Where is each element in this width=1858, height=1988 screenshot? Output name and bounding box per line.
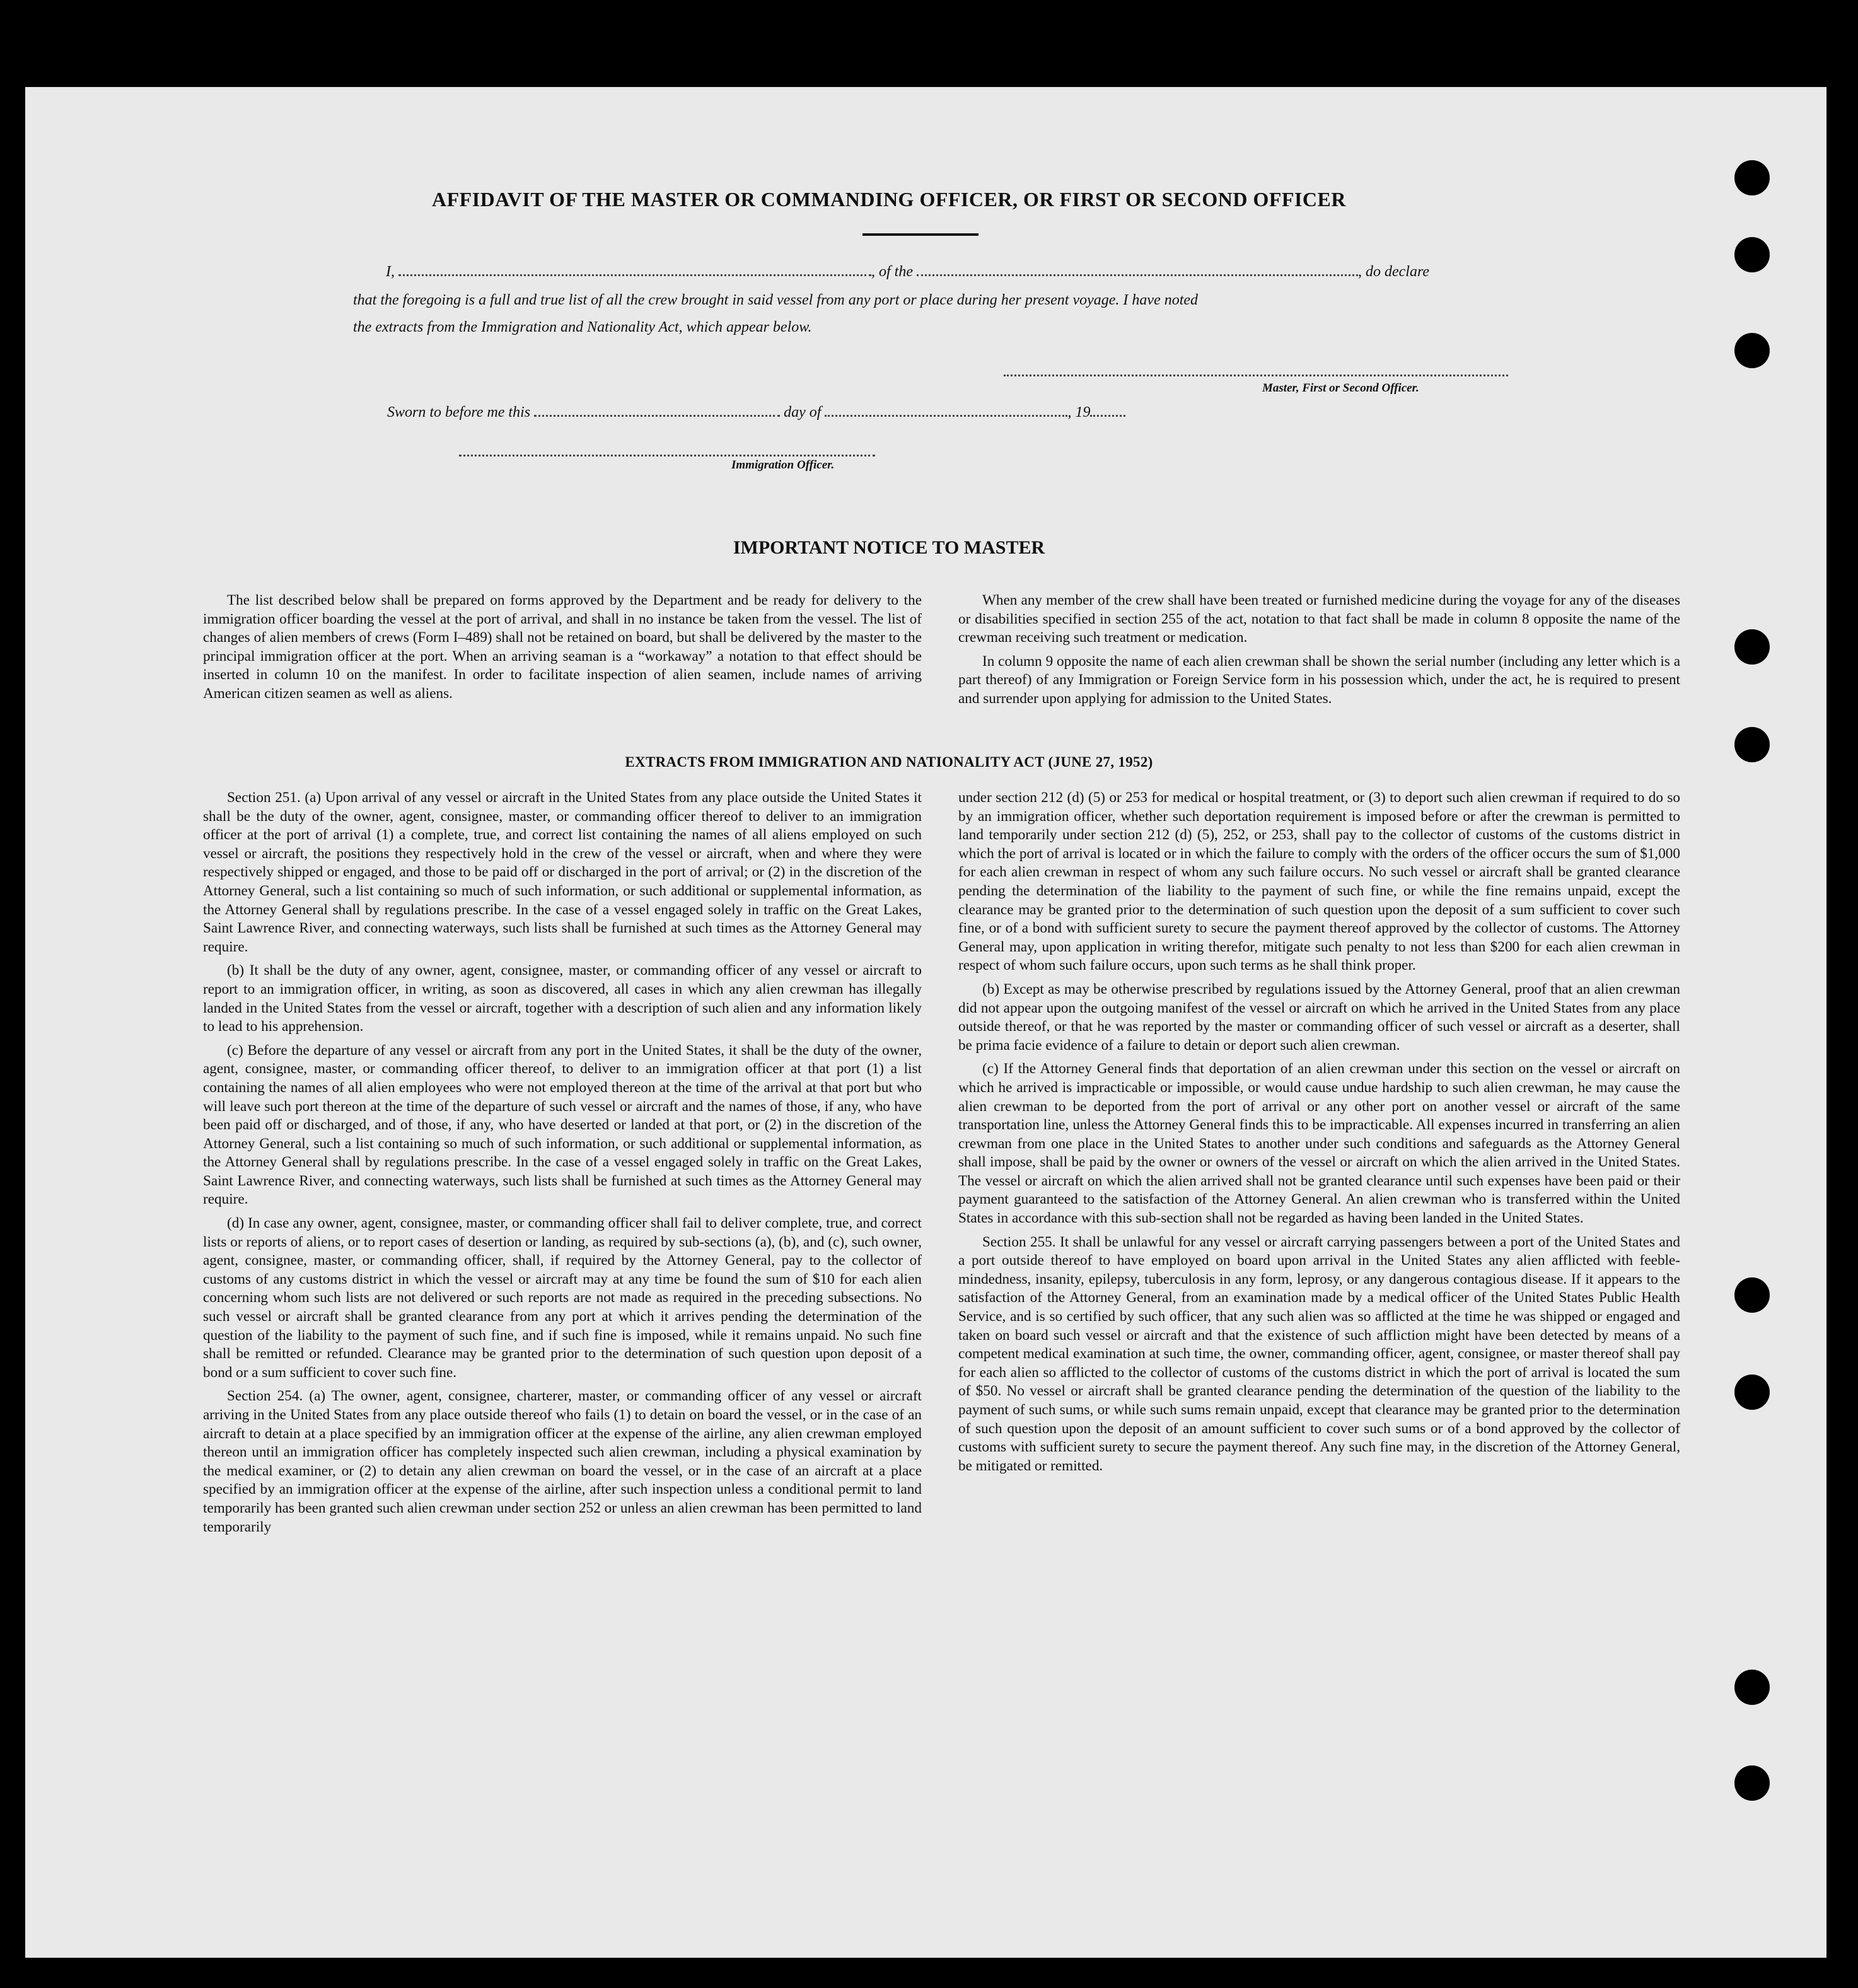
document-page <box>25 87 1826 1958</box>
notice-right-column <box>958 591 1680 714</box>
title-divider <box>862 233 978 236</box>
sworn-day-field <box>534 405 780 417</box>
officer-signature-field <box>459 445 875 456</box>
year-field <box>1090 405 1125 417</box>
declarant-name-field <box>398 264 871 276</box>
extract-paragraph: (b) It shall be the duty of any owner, agent, consignee, master, or commanding officer of any vessel or aircraft to report to an immigration officer, in writing, as soon as discovered, all cases in which any alien crewman has illegally landed in the United States from the vessel or aircraft, together with a description of such alien and any information likely to lead to his apprehension. <box>203 962 922 1035</box>
extract-paragraph: Section 255. It shall be unlawful for any vessel or aircraft carrying passengers between a port of the United States and a port outside thereof to have employed on board upon arrival in the United States any alien afflicted with feeble-mindedness, insanity, epilepsy, tuberculosis in any form, leprosy, or any dangerous contagious disease. If it appears to the satisfaction of the Attorney General, from an examination made by a medical officer of the United States Public Health Service, and is so certified by such officer, that any such alien was so afflicted at the time he was shipped or engaged and taken on board such vessel or aircraft and that the existence of such affliction might have been detected by means of a competent medical examination at such time, the owner, commanding officer, agent, consignee, or master thereof shall pay for each alien so afflicted to the collector of customs of the customs district in which the port of arrival is located the sum of $50. No vessel or aircraft shall be granted clearance pending the determination of the question of the liability to the payment of such sums, or while such sums remain unpaid, except that clearance may be granted prior to the determination of such question upon the deposit of an amount sufficient to cover such sums or of a bond approved by the collector of customs with sufficient surety to secure the payment thereof. Any such fine may, in the discretion of the Attorney General, be mitigated or remitted. <box>958 1233 1680 1474</box>
master-signature-label: Master, First or Second Officer. <box>1262 381 1419 395</box>
year-prefix: , 19 <box>1067 404 1091 421</box>
notice-left-column <box>203 591 922 709</box>
punch-hole <box>1734 1277 1770 1313</box>
officer-signature-label: Immigration Officer. <box>731 458 835 472</box>
declaration-line <box>386 264 1429 281</box>
extract-paragraph: (c) If the Attorney General finds that deportation of an alien crewman under this section on the vessel or aircraft on which he arrived is impracticable or impossible, or would cause undue hardship to such alien crewman, he may cause the alien crewman to be deported from the port of arrival or any other port on another vessel or aircraft of the same transportation line, unless the Attorney General finds this to be impracticable. All expenses incurred in transferring an alien crewman from one place in the United States to another under such conditions and safeguards as the Attorney General shall impose, shall be paid by the owner or owners of the vessel or aircraft on which the alien arrived in the United States. The vessel or aircraft on which the alien arrived shall not be granted clearance until such expenses have been paid or their payment guaranteed to the satisfaction of the Attorney General. An alien crewman who is transferred within the United States in accordance with this sub-section shall not be regarded as having been landed in the United States. <box>958 1061 1680 1227</box>
punch-hole <box>1734 1670 1770 1705</box>
punch-hole <box>1734 1375 1770 1410</box>
extract-paragraph: Section 254. (a) The owner, agent, consignee, charterer, master, or commanding officer of any vessel or aircraft arriving in the United States from any place outside thereof who fails (1) to detain on board the vessel, or in the case of an aircraft to detain at a place specified by an immigration officer at the expense of the airline, any alien crewman employed thereon until an immigration officer has completely inspected such alien crewman, including a physical examination by the medical examiner, or (2) to detain any alien crewman on board the vessel, or in the case of an aircraft at a place specified by an immigration officer at the expense of the airline, after such inspection unless a conditional permit to land temporarily has been granted such alien crewman under section 252 or unless an alien crewman has been permitted to land temporarily <box>203 1388 922 1535</box>
master-signature-field <box>1004 364 1508 376</box>
sworn-label: Sworn to before me this <box>387 404 531 421</box>
extracts-right-column <box>958 789 1680 1480</box>
extract-paragraph: (c) Before the departure of any vessel or aircraft from any port in the United States, it shall be the duty of the owner, agent, consignee, master, or commanding officer thereof, to deliver to an immigration officer at that port (1) a list containing the names of all alien employees who were not employed thereon at the time of the arrival at that port but who will leave such port thereon at the time of the departure of such vessel or aircraft and the names of those, if any, who have been paid off or discharged, and of those, if any, who have deserted or landed at that port, or (2) in the discretion of the Attorney General, such a list containing so much of such information, or such additional or supplemental information, as the Attorney General shall by regulations prescribe. In the case of a vessel engaged solely in traffic on the Great Lakes, Saint Lawrence River, and connecting waterways, such lists shall be furnished at such times as the Attorney General may require. <box>203 1042 922 1208</box>
of-the-label: , of the <box>871 264 913 280</box>
statement-line: that the foregoing is a full and true list of all the crew brought in said vessel from any port or place during her present voyage. I have noted <box>353 292 1199 308</box>
notice-paragraph: The list described below shall be prepared on forms approved by the Department and be ready for delivery to the immigration officer boarding the vessel at the port of arrival, and shall in no instance be taken from the vessel. The list of changes of alien members of crews (Form I–489) shall not be retained on board, but shall be delivered by the master to the principal immigration officer at the port. When an arriving seaman is a “workaway” a notation to that effect should be inserted in column 10 on the manifest. In order to facilitate inspection of alien seamen, include names of arriving American citizen seamen as well as aliens. <box>203 592 922 702</box>
extract-paragraph: Section 251. (a) Upon arrival of any vessel or aircraft in the United States from any place outside the United States it shall be the duty of the owner, agent, consignee, master, or commanding officer thereof to deliver to an immigration officer at the port of arrival (1) a complete, true, and correct list containing the names of all aliens employed on such vessel or aircraft, the positions they respectively hold in the crew of the vessel or aircraft, when and where they were respectively shipped or engaged, and those to be paid off or discharged in the port of arrival; or (2) in the discretion of the Attorney General, such a list containing so much of such information, or such additional or supplemental information, as the Attorney General shall by regulations prescribe. In the case of a vessel engaged solely in traffic on the Great Lakes, Saint Lawrence River, and connecting waterways, such lists shall be furnished at such times as the Attorney General may require. <box>203 789 922 955</box>
declarant-prefix: I, <box>386 264 395 280</box>
notice-paragraph: When any member of the crew shall have been treated or furnished medicine during the voyage for any of the diseases or disabilities specified in section 255 of the act, notation to that fact shall be made in column 8 opposite the name of the crewman receiving such treatment or medication. <box>958 592 1680 646</box>
affidavit-title: AFFIDAVIT OF THE MASTER OR COMMANDING OFFICER, OR FIRST OR SECOND OFFICER <box>432 188 1346 211</box>
day-of-label: day of <box>784 404 822 421</box>
statement-line: the extracts from the Immigration and Nationality Act, which appear below. <box>353 319 812 335</box>
vessel-name-field <box>917 264 1358 276</box>
notice-title: IMPORTANT NOTICE TO MASTER <box>733 537 1045 558</box>
punch-hole <box>1734 1765 1770 1801</box>
extract-paragraph: (b) Except as may be otherwise prescribed by regulations issued by the Attorney General, proof that an alien crewman did not appear upon the outgoing manifest of the vessel or aircraft on which he arrived in the United States from any place outside thereof, or that he was reported by the master or commanding officer of such vessel or aircraft as a deserter, shall be prima facie evidence of a failure to detain or deport such alien crewman. <box>958 980 1680 1054</box>
extract-paragraph: under section 212 (d) (5) or 253 for medical or hospital treatment, or (3) to deport such alien crewman if required to do so by an immigration officer, whether such deportation requirement is imposed before or after the crewman is permitted to land temporarily under section 212 (d) (5), 252, or 253, shall pay to the collector of customs of the customs district in which the port of arrival is located or in which the failure to comply with the orders of the officer occurs the sum of $1,000 for each alien crewman in respect of whom any such failure occurs. No such vessel or aircraft shall be granted clearance pending the determination of the liability to the payment of such fine, or while the fine remains unpaid, except the clearance may be granted prior to the determination of such question upon the deposit of a sum sufficient to cover such fine, or of a bond with sufficient surety to secure the payment thereof approved by the collector of customs. The Attorney General may, upon application in writing therefor, mitigate such penalty to not less than $200 for each alien crewman in respect of whom such failure occurs, upon such terms as he shall think proper. <box>958 789 1680 974</box>
punch-hole <box>1734 629 1770 665</box>
declare-label: , do declare <box>1358 264 1430 280</box>
punch-hole <box>1734 237 1770 272</box>
punch-hole <box>1734 333 1770 368</box>
extracts-left-column <box>203 789 922 1542</box>
sworn-line <box>387 404 1125 421</box>
sworn-month-field <box>825 405 1067 417</box>
extracts-title: EXTRACTS FROM IMMIGRATION AND NATIONALITY ACT (JUNE 27, 1952) <box>625 754 1153 770</box>
notice-paragraph: In column 9 opposite the name of each alien crewman shall be shown the serial number (including any letter which is a part thereof) of any Immigration or Foreign Service form in his possession which, under the act, he is required to present and surrender upon applying for admission to the United States. <box>958 653 1680 707</box>
extract-paragraph: (d) In case any owner, agent, consignee, master, or commanding officer shall fail to deliver complete, true, and correct lists or reports of aliens, or to report cases of desertion or landing, as required by sub-sections (a), (b), and (c), such owner, agent, consignee, master, or commanding officer, shall, if required by the Attorney General, pay to the collector of customs of any customs district in which the vessel or aircraft may at any time be found the sum of $10 for each alien concerning whom such lists are not delivered or such reports are not made as required in the preceding subsections. No such vessel or aircraft shall be granted clearance from any port at which it arrives pending the determination of the question of the liability to the payment of such fine, and if such fine is imposed, while it remains unpaid. No such fine shall be remitted or refunded. Clearance may be granted prior to the determination of such question upon deposit of a bond or a sum sufficient to cover such fine. <box>203 1215 922 1381</box>
